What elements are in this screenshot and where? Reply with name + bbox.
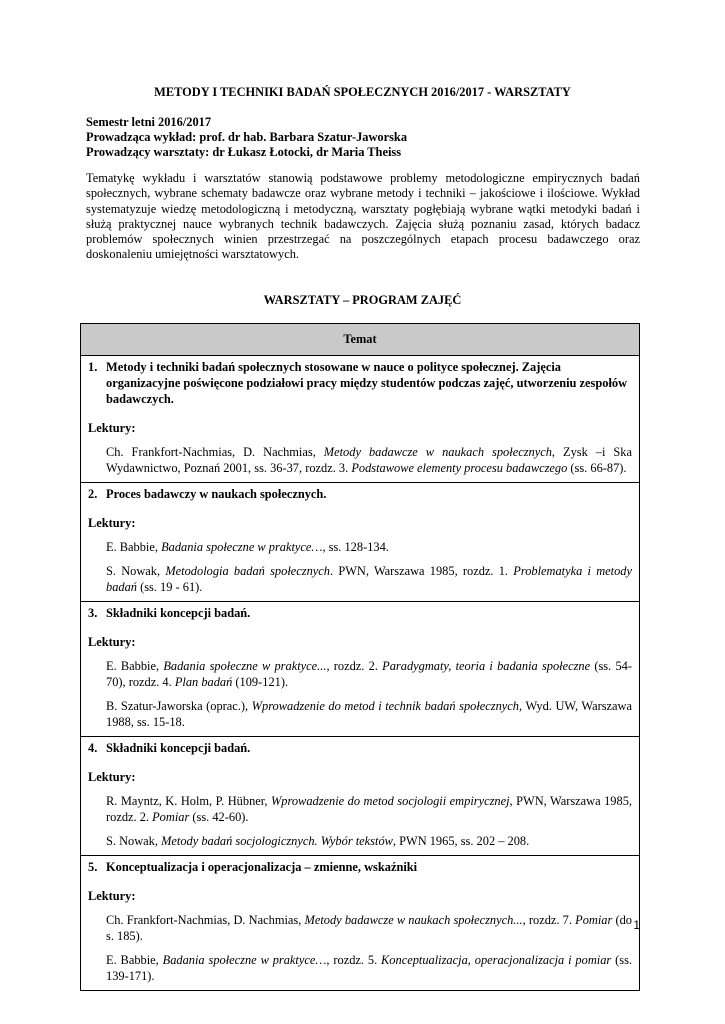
readings-label: Lektury: [88, 635, 136, 649]
reading-text: B. Szatur-Jaworska (oprac.), [106, 699, 252, 713]
reading-title: Wprowadzenie do metod i technik badań społecznych [251, 699, 519, 713]
reading-title: Wprowadzenie do metod socjologii empirycznej [270, 794, 510, 808]
reading-title: Metody badań socjologicznych. Wybór tekstów [161, 834, 393, 848]
semester-line: Semestr letni 2016/2017 [86, 115, 212, 129]
reading-text: , rozdz. 2. [326, 659, 383, 673]
reading-text: , Zysk –i Ska Wydawnictwo, Poznań 2001, ss. 36-37, rozdz. 3. [106, 445, 632, 475]
topic-heading [88, 359, 632, 407]
reading-text: , rozdz. 5. [326, 953, 382, 967]
topic-title: Proces badawczy w naukach społecznych. [106, 487, 327, 501]
topic-cell [81, 483, 640, 602]
reading-title: Badania społeczne w praktyce... [163, 659, 327, 673]
table-row [81, 356, 640, 483]
page-number: 1 [633, 918, 640, 932]
topic-title: Składniki koncepcji badań. [106, 741, 251, 755]
reading-text: (ss. 139-171). [106, 953, 632, 983]
table-row [81, 737, 640, 856]
intro-paragraph: Tematykę wykładu i warsztatów stanowią podstawowe problemy metodologiczne empirycznych badań społecznych, wybrane schematy badawcze oraz wybrane metody i techniki – jakościowe i ilościowe. Wykład systematyzuje wiedzę metodologiczną i metodyczną, warsztaty pogłębiają wybrane wątki metodyki badań i służą praktycznej nauce wybranych technik badawczych. Zajęcia służą poznaniu zasad, których badacz problemów społecznych winien przestrzegać na poszczególnych etapach procesu badawczego oraz doskonaleniu umiejętności warsztatowych. [86, 171, 640, 262]
topic-title: Metody i techniki badań społecznych stosowane w nauce o polityce społecznej. Zajęcia organizacyjne poświęcone podziałowi pracy między studentów podczas zajęć, utworzeniu zespołów badawczych. [106, 360, 628, 406]
readings-label: Lektury: [88, 421, 136, 435]
reading-text: . PWN, Warszawa 1985, rozdz. 1. [329, 564, 514, 578]
topic-number: 2. [88, 487, 98, 501]
topic-title: Konceptualizacja i operacjonalizacja – zmienne, wskaźniki [106, 860, 418, 874]
topic-cell [81, 602, 640, 737]
table-row [81, 856, 640, 991]
reading-text: , ss. 128-134. [322, 540, 389, 554]
reading-text: E. Babbie, [106, 953, 163, 967]
topic-heading [88, 859, 632, 875]
reading-text: E. Babbie, [106, 659, 164, 673]
reading-title: Badania społeczne w praktyce… [162, 953, 327, 967]
reading-title: Podstawowe elementy procesu badawczego [351, 461, 568, 475]
reading-text: (ss. 54-70), rozdz. 4. [106, 659, 632, 689]
reading-item [106, 658, 632, 690]
reading-title: Metody badawcze w naukach społecznych... [304, 913, 523, 927]
reading-item [106, 539, 632, 555]
readings-label: Lektury: [88, 889, 136, 903]
reading-title: Konceptualizacja, operacjonalizacja i pomiar [381, 953, 612, 967]
topic-cell [81, 856, 640, 991]
reading-title: Metodologia badań społecznych [165, 564, 330, 578]
reading-title: Plan badań [174, 675, 233, 689]
table-row [81, 602, 640, 737]
reading-title: Problematyka i metody badań [106, 564, 632, 594]
program-table-body [81, 356, 640, 991]
reading-text: E. Babbie, [106, 540, 162, 554]
reading-title: Metody badawcze w naukach społecznych [323, 445, 552, 459]
topic-number: 3. [88, 606, 98, 620]
topic-heading [88, 605, 632, 621]
reading-item [106, 444, 632, 476]
workshop-leads-line: Prowadzący warsztaty: dr Łukasz Łotocki, dr Maria Theiss [86, 145, 402, 159]
reading-item [106, 563, 632, 595]
reading-text: Ch. Frankfort-Nachmias, D. Nachmias, [106, 913, 305, 927]
lecture-lead-line: Prowadząca wykład: prof. dr hab. Barbara Szatur-Jaworska [86, 130, 408, 144]
reading-text: Ch. Frankfort-Nachmias, D. Nachmias, [106, 445, 324, 459]
course-meta [86, 115, 407, 160]
reading-item [106, 912, 632, 944]
topic-cell [81, 737, 640, 856]
topic-title: Składniki koncepcji badań. [106, 606, 251, 620]
topic-number: 4. [88, 741, 98, 755]
reading-text: (do s. 185). [106, 913, 632, 943]
reading-item [106, 698, 632, 730]
document-title: METODY I TECHNIKI BADAŃ SPOŁECZNYCH 2016/2017 - WARSZTATY [154, 85, 571, 99]
reading-text: (109-121). [232, 675, 289, 689]
program-table [80, 323, 640, 991]
section-heading: WARSZTATY – PROGRAM ZAJĘĆ [263, 293, 462, 307]
topic-number: 1. [88, 360, 98, 374]
readings-label: Lektury: [88, 516, 136, 530]
table-header-topic: Temat [81, 324, 640, 356]
reading-text: , rozdz. 7. [522, 913, 576, 927]
reading-item [106, 952, 632, 984]
readings-label: Lektury: [88, 770, 136, 784]
reading-text: S. Nowak, [106, 834, 162, 848]
reading-text: , Wyd. UW, Warszawa 1988, ss. 15-18. [106, 699, 632, 729]
topic-heading [88, 486, 632, 502]
reading-title: Pomiar [152, 810, 190, 824]
reading-text: (ss. 19 - 61). [136, 580, 203, 594]
reading-title: Paradygmaty, teoria i badania społeczne [382, 659, 591, 673]
reading-text: S. Nowak, [106, 564, 166, 578]
topic-heading [88, 740, 632, 756]
reading-title: Badania społeczne w praktyce… [161, 540, 323, 554]
topic-number: 5. [88, 860, 98, 874]
reading-text: (ss. 66-87). [567, 461, 627, 475]
table-row [81, 483, 640, 602]
reading-text: (ss. 42-60). [189, 810, 249, 824]
reading-text: R. Mayntz, K. Holm, P. Hübner, [106, 794, 271, 808]
reading-text: , PWN, Warszawa 1985, rozdz. 2. [106, 794, 632, 824]
topic-cell [81, 356, 640, 483]
reading-item [106, 793, 632, 825]
reading-item [106, 833, 632, 849]
reading-text: , PWN 1965, ss. 202 – 208. [392, 834, 530, 848]
reading-title: Pomiar [575, 913, 613, 927]
